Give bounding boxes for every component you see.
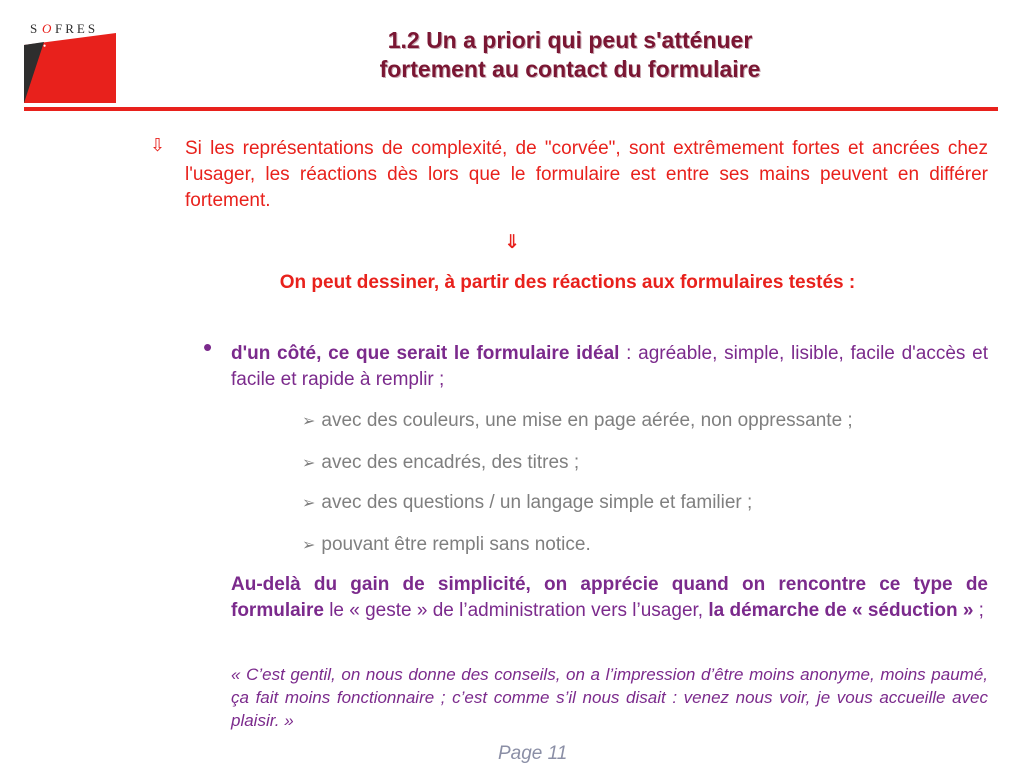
slide-title	[300, 26, 840, 84]
beyond-end: ;	[973, 600, 984, 621]
sub-item-text: avec des couleurs, une mise en page aérée, non oppressante ;	[321, 410, 853, 431]
logo-letter-o: O	[42, 21, 52, 36]
sub-item-no-notice	[302, 532, 591, 558]
sub-item-language	[302, 490, 752, 516]
arrowhead-bullet-icon: ➢	[302, 493, 316, 512]
beyond-normal-text: le « geste » de l’administration vers l’usager,	[323, 600, 709, 621]
logo-letter-s: S	[30, 21, 38, 36]
sub-item-text: pouvant être rempli sans notice.	[321, 534, 591, 555]
slide-title-line-2: fortement au contact du formulaire	[379, 56, 761, 82]
title-underline-rule	[24, 107, 998, 111]
down-arrow-icon: ⇩	[150, 135, 166, 156]
page-number: Page 11	[498, 743, 568, 764]
arrowhead-bullet-icon: ➢	[302, 453, 316, 472]
arrowhead-bullet-icon: ➢	[302, 411, 316, 430]
sub-item-text: avec des questions / un langage simple et familier ;	[321, 492, 753, 513]
slide-title-line-1: 1.2 Un a priori qui peut s'atténuer	[387, 27, 753, 53]
beyond-bold-seduction: la démarche de « séduction »	[708, 600, 974, 621]
sofres-logo	[24, 19, 116, 103]
lead-sentence: On peut dessiner, à partir des réactions aux formulaires testés :	[279, 272, 856, 293]
ideal-form-heading: d'un côté, ce que serait le formulaire idéal	[231, 343, 620, 364]
double-down-arrow-icon: ⇓	[504, 231, 520, 253]
ideal-form-paragraph	[231, 341, 988, 393]
intro-paragraph: Si les représentations de complexité, de "corvée", sont extrêmement fortes et ancrées chez l'usager, les réactions dès lors que le formulaire est entre ses mains peuvent en différer fortement.	[185, 138, 988, 211]
ideal-form-description: : agréable, simple, lisible, facile d'accès et facile et rapide à remplir ;	[231, 343, 988, 390]
bullet-dot-icon: •	[203, 332, 213, 362]
beyond-simplicity-paragraph	[231, 572, 988, 624]
logo-dot: •	[43, 41, 47, 51]
sub-item-colors	[302, 408, 853, 434]
arrowhead-bullet-icon: ➢	[302, 535, 316, 554]
sofres-logo-graphic	[24, 19, 116, 103]
beyond-bold-intro: Au-delà du gain de simplicité, on apprécie quand on rencontre ce type de formulaire	[231, 574, 988, 621]
sub-item-boxes	[302, 450, 579, 476]
user-quote: « C’est gentil, on nous donne des conseils, on a l’impression d’être moins anonyme, moins paumé, ça fait moins fonctionnaire ; c’est comme s’il nous disait : venez nous voir, je vous accueille avec plaisir. »	[231, 665, 988, 730]
sub-item-text: avec des encadrés, des titres ;	[321, 452, 580, 473]
logo-letters-fres: FRES	[55, 21, 99, 36]
